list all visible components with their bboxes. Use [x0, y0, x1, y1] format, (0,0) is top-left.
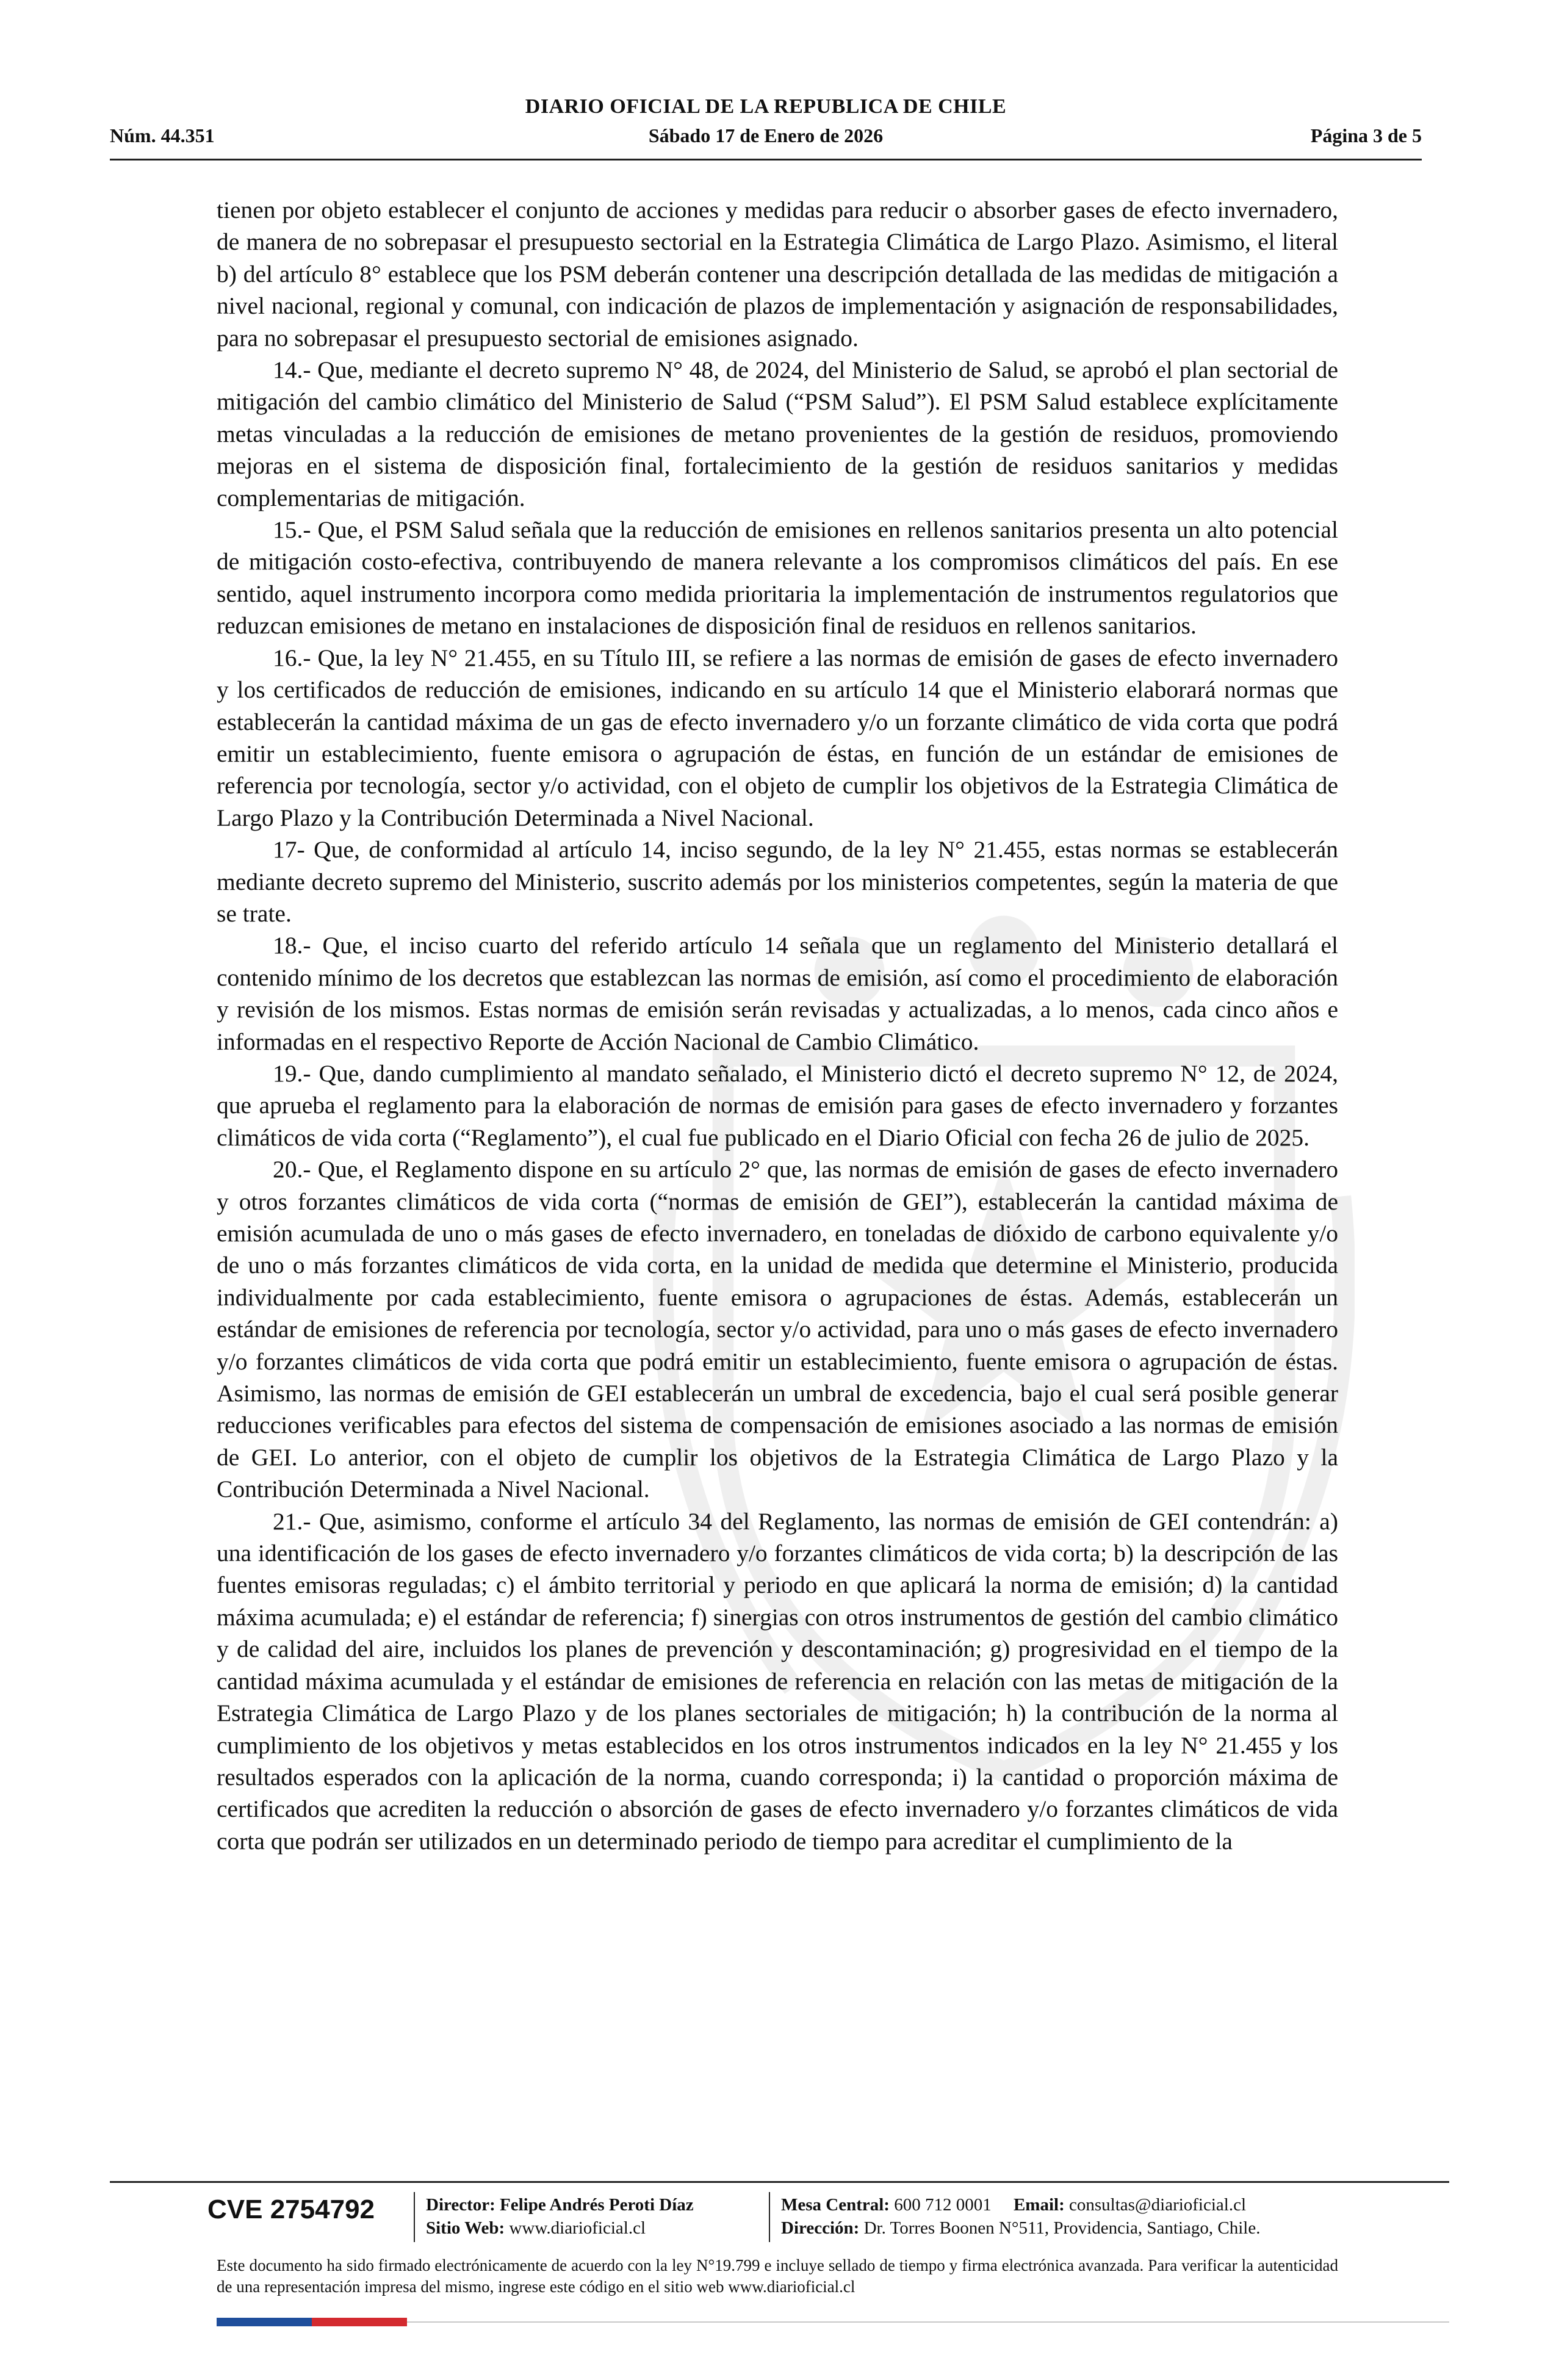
email-link[interactable]: consultas@diarioficial.cl — [1069, 2195, 1247, 2215]
page-indicator: Página 3 de 5 — [1310, 124, 1422, 146]
footer-separator-left — [414, 2192, 415, 2242]
website-link[interactable]: www.diarioficial.cl — [509, 2218, 646, 2238]
page-header — [110, 92, 1422, 160]
website-label: Sitio Web: — [426, 2218, 505, 2238]
cve-code: CVE 2754792 — [207, 2194, 375, 2224]
director-line — [426, 2193, 694, 2216]
website-line — [426, 2216, 694, 2240]
address-text: Dr. Torres Boonen N°511, Providencia, Santiago, Chile. — [863, 2218, 1261, 2238]
phone-number: 600 712 0001 — [894, 2195, 992, 2215]
continuation-paragraph: tienen por objeto establecer el conjunto de acciones y medidas para reducir o absorber gases de efecto invernadero, de manera de no sobrepasar el presupuesto sectorial en la Estrategia Climática de Largo Plazo. Asimismo, el literal b) del artículo 8° establece que los PSM deberán contener una descripción detallada de las medidas de mitigación a nivel nacional, regional y comunal, con indicación de plazos de implementación y asignación de responsabilidades, para no sobrepasar el presupuesto sectorial de emisiones asignado. — [217, 197, 1338, 352]
flag-red-stripe — [312, 2318, 407, 2326]
email-label: Email: — [1013, 2195, 1065, 2215]
document-body — [217, 194, 1338, 1857]
paragraph-15: 15.- Que, el PSM Salud señala que la reducción de emisiones en rellenos sanitarios presenta un alto potencial de mitigación costo-efectiva, contribuyendo de manera relevante a los compromisos climáticos del país. En ese sentido, aquel instrumento incorpora como medida prioritaria la implementación de instrumentos regulatorios que reduzcan emisiones de metano en instalaciones de disposición final de residuos en rellenos sanitarios. — [217, 516, 1338, 640]
footer-separator-right — [769, 2192, 770, 2242]
paragraph-18: 18.- Que, el inciso cuarto del referido artículo 14 señala que un reglamento del Ministerio detallará el contenido mínimo de los decretos que establezcan las normas de emisión, así como el procedimiento de elaboración y revisión de los mismos. Estas normas de emisión serán revisadas y actualizadas, a lo menos, cada cinco años e informadas en el respectivo Reporte de Acción Nacional de Cambio Climático. — [217, 932, 1338, 1055]
phone-email-line — [781, 2193, 1260, 2216]
director-label: Director: — [426, 2195, 495, 2215]
footer-director-block — [426, 2193, 694, 2240]
issue-date: Sábado 17 de Enero de 2026 — [648, 124, 884, 146]
paragraph-14: 14.- Que, mediante el decreto supremo N° 48, de 2024, del Ministerio de Salud, se aprobó el plan sectorial de mitigación del cambio climático del Ministerio de Salud (“PSM Salud”). El PSM Salud establece explícitamente metas vinculadas a la reducción de emisiones de metano provenientes de la gestión de residuos, promoviendo mejoras en el sistema de disposición final, fortalecimiento de la gestión de residuos sanitarios y medidas complementarias de mitigación. — [217, 356, 1338, 511]
footer-contact-block — [781, 2193, 1260, 2240]
paragraph-17: 17- Que, de conformidad al artículo 14, inciso segundo, de la ley N° 21.455, estas normas se establecerán mediante decreto supremo del Ministerio, suscrito además por los ministerios competentes, según la materia de que se trate. — [217, 836, 1338, 927]
publication-title: DIARIO OFICIAL DE LA REPUBLICA DE CHILE — [525, 95, 1007, 118]
issue-number: Núm. 44.351 — [110, 124, 215, 146]
address-label: Dirección: — [781, 2218, 860, 2238]
address-line — [781, 2216, 1260, 2240]
paragraph-20: 20.- Que, el Reglamento dispone en su artículo 2° que, las normas de emisión de gases de efecto invernadero y otros forzantes climáticos de vida corta (“normas de emisión de GEI”), establecerán la cantidad máxima de emisión acumulada de uno o más gases de efecto invernadero, en toneladas de dióxido de carbono equivalente y/o de uno o más forzantes climáticos de vida corta, en la unidad de medida que determine el Ministerio, producida individualmente por cada establecimiento, fuente emisora o agrupaciones de éstas. Además, establecerán un estándar de emisiones de referencia por tecnología, sector y/o actividad, para uno o más gases de efecto invernadero y/o forzantes climáticos de vida corta que podrá emitir un establecimiento, fuente emisora o agrupación de éstas. Asimismo, las normas de emisión de GEI establecerán un umbral de excedencia, bajo el cual será posible generar reducciones verificables para efectos del sistema de compensación de emisiones asociado a las normas de emisión de GEI. Lo anterior, con el objeto de cumplir los objetivos de la Estrategia Climática de Largo Plazo y la Contribución Determinada a Nivel Nacional. — [217, 1156, 1338, 1503]
flag-blue-stripe — [217, 2318, 312, 2326]
director-name: Felipe Andrés Peroti Díaz — [500, 2195, 694, 2215]
footer-bottom-rule — [407, 2321, 1449, 2323]
paragraph-16: 16.- Que, la ley N° 21.455, en su Título III, se refiere a las normas de emisión de gases de efecto invernadero y los certificados de reducción de emisiones, indicando en su artículo 14 que el Ministerio elaborará normas que establecerán la cantidad máxima de un gas de efecto invernadero y/o un forzante climático de vida corta que podrá emitir un establecimiento, fuente emisora o agrupación de éstas, en función de un estándar de emisiones de referencia por tecnología, sector y/o actividad, con el objeto de cumplir los objetivos de la Estrategia Climática de Largo Plazo y la Contribución Determinada a Nivel Nacional. — [217, 644, 1338, 831]
paragraph-19: 19.- Que, dando cumplimiento al mandato señalado, el Ministerio dictó el decreto supremo N° 12, de 2024, que aprueba el reglamento para la elaboración de normas de emisión para gases de efecto invernadero y forzantes climáticos de vida corta (“Reglamento”), el cual fue publicado en el Diario Oficial con fecha 26 de julio de 2025. — [217, 1059, 1338, 1151]
footer-divider — [110, 2181, 1449, 2183]
paragraph-21: 21.- Que, asimismo, conforme el artículo 34 del Reglamento, las normas de emisión de GEI contendrán: a) una identificación de los gases de efecto invernadero y/o forzantes climáticos de vida corta; b) la descripción de las fuentes emisoras reguladas; c) el ámbito territorial y periodo en que aplicará la norma de emisión; d) la cantidad máxima acumulada; e) el estándar de referencia; f) sinergias con otros instrumentos de gestión del cambio climático y de calidad del aire, incluidos los planes de prevención y descontaminación; g) progresividad en el tiempo de la cantidad máxima acumulada y el estándar de emisiones de referencia en relación con las metas de mitigación de la Estrategia Climática de Largo Plazo y de los planes sectoriales de mitigación; h) la contribución de la norma al cumplimiento de los objetivos y metas establecidos en los otros instrumentos indicados en la ley N° 21.455 y los resultados esperados con la aplicación de la norma, cuando corresponda; i) la cantidad o proporción máxima de certificados que acrediten la reducción o absorción de gases de efecto invernadero y/o forzantes climáticos de vida corta que podrán ser utilizados en un determinado periodo de tiempo para acreditar el cumplimiento de la — [217, 1507, 1338, 1855]
phone-label: Mesa Central: — [781, 2195, 890, 2215]
chile-flag-bar — [217, 2318, 407, 2326]
signature-notice: Este documento ha sido firmado electrónicamente de acuerdo con la ley N°19.799 e incluye sellado de tiempo y firma electrónica avanzada. Para verificar la autenticidad de una representación impresa del mismo, ingrese este código en el sitio web www.diarioficial.cl — [217, 2256, 1338, 2296]
